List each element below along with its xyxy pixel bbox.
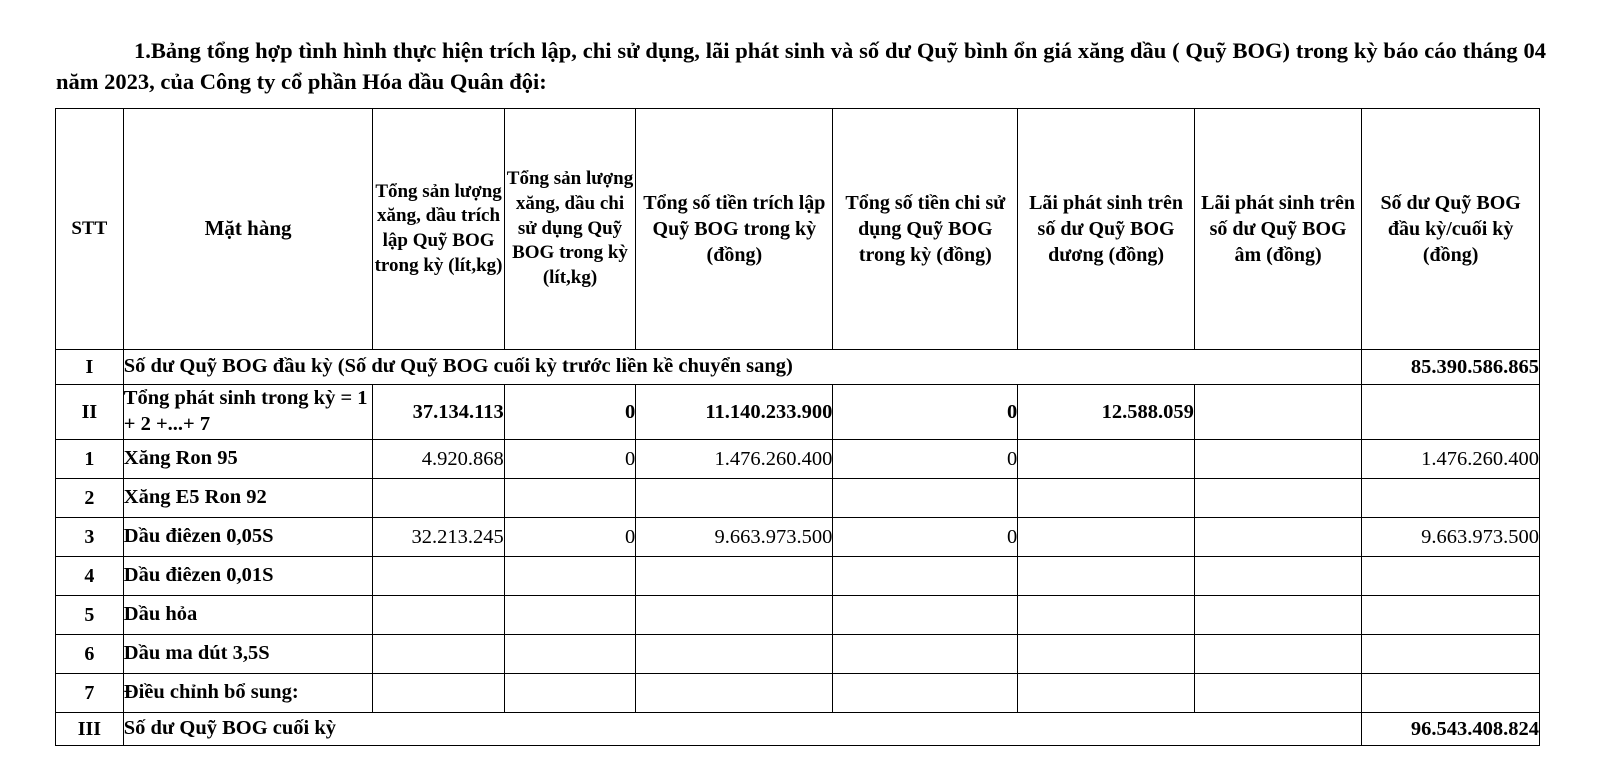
cell-volume-used [504, 596, 635, 635]
cell-volume-used [504, 479, 635, 518]
row-label-period-total: Tổng phát sinh trong kỳ = 1 + 2 +...+ 7 [123, 385, 373, 440]
cell-volume-used: 0 [504, 385, 635, 440]
row-stt: II [56, 385, 124, 440]
table-row [56, 350, 1540, 385]
row-stt: 7 [56, 674, 124, 713]
cell-balance [1362, 674, 1540, 713]
table-row [56, 635, 1540, 674]
cell-volume-setaside [373, 674, 504, 713]
table-header [56, 109, 1540, 350]
cell-amount-used [833, 635, 1018, 674]
cell-balance [1362, 557, 1540, 596]
cell-interest-negative [1194, 385, 1361, 440]
cell-amount-used [833, 596, 1018, 635]
table-row [56, 596, 1540, 635]
cell-balance [1362, 479, 1540, 518]
cell-interest-negative [1194, 518, 1361, 557]
column-header-volume-setaside: Tổng sản lượng xăng, dầu trích lập Quỹ BOG trong kỳ (lít,kg) [373, 109, 504, 350]
cell-amount-used: 0 [833, 440, 1018, 479]
row-label-product: Dầu điêzen 0,05S [123, 518, 373, 557]
column-header-volume-used: Tổng sản lượng xăng, dầu chi sử dụng Quỹ BOG trong kỳ (lít,kg) [504, 109, 635, 350]
cell-volume-setaside [373, 596, 504, 635]
cell-amount-setaside: 11.140.233.900 [636, 385, 833, 440]
cell-balance [1362, 385, 1540, 440]
cell-amount-setaside [636, 557, 833, 596]
cell-volume-used: 0 [504, 518, 635, 557]
cell-interest-negative [1194, 440, 1361, 479]
row-label-adjustment: Điều chỉnh bổ sung: [123, 674, 373, 713]
row-stt: III [56, 713, 124, 746]
table-row [56, 479, 1540, 518]
column-header-interest-positive: Lãi phát sinh trên số dư Quỹ BOG dương (đồng) [1018, 109, 1195, 350]
column-header-amount-used: Tổng số tiền chi sử dụng Quỹ BOG trong kỳ (đồng) [833, 109, 1018, 350]
intro-number: 1. [134, 37, 151, 63]
row-stt: 1 [56, 440, 124, 479]
row-label-product: Dầu hỏa [123, 596, 373, 635]
table-row [56, 440, 1540, 479]
cell-interest-positive [1018, 557, 1195, 596]
cell-interest-negative [1194, 674, 1361, 713]
row-stt: 3 [56, 518, 124, 557]
cell-volume-setaside [373, 635, 504, 674]
table-row [56, 557, 1540, 596]
cell-balance: 1.476.260.400 [1362, 440, 1540, 479]
cell-volume-setaside [373, 557, 504, 596]
cell-amount-used [833, 674, 1018, 713]
cell-interest-positive [1018, 635, 1195, 674]
cell-volume-used [504, 674, 635, 713]
cell-amount-used [833, 479, 1018, 518]
table-row [56, 713, 1540, 746]
row-label-product: Dầu ma dút 3,5S [123, 635, 373, 674]
cell-interest-positive [1018, 518, 1195, 557]
row-label-opening-balance: Số dư Quỹ BOG đầu kỳ (Số dư Quỹ BOG cuối kỳ trước liền kề chuyển sang) [123, 350, 1362, 385]
cell-volume-setaside: 32.213.245 [373, 518, 504, 557]
column-header-product: Mặt hàng [123, 109, 373, 350]
cell-interest-positive [1018, 440, 1195, 479]
cell-interest-negative [1194, 635, 1361, 674]
table-row [56, 518, 1540, 557]
row-stt: 6 [56, 635, 124, 674]
cell-interest-negative [1194, 596, 1361, 635]
cell-balance [1362, 596, 1540, 635]
cell-interest-negative [1194, 479, 1361, 518]
row-stt: 4 [56, 557, 124, 596]
intro-text: Bảng tổng hợp tình hình thực hiện trích lập, chi sử dụng, lãi phát sinh và số dư Quỹ bình ổn giá xăng dầu ( Quỹ BOG) trong kỳ báo cáo tháng 04 năm 2023, của Công ty cổ phần Hóa dầu Quân đội: [56, 37, 1546, 95]
row-label-product: Xăng Ron 95 [123, 440, 373, 479]
cell-volume-used [504, 557, 635, 596]
cell-volume-setaside [373, 479, 504, 518]
bog-summary-table [55, 108, 1540, 746]
row-label-product: Dầu điêzen 0,01S [123, 557, 373, 596]
cell-volume-used [504, 635, 635, 674]
row-label-product: Xăng E5 Ron 92 [123, 479, 373, 518]
row-stt: I [56, 350, 124, 385]
cell-interest-positive [1018, 596, 1195, 635]
column-header-balance: Số dư Quỹ BOG đầu kỳ/cuối kỳ (đồng) [1362, 109, 1540, 350]
cell-amount-used: 0 [833, 385, 1018, 440]
table-row [56, 385, 1540, 440]
cell-amount-setaside: 1.476.260.400 [636, 440, 833, 479]
header-row [56, 109, 1540, 350]
cell-volume-setaside: 4.920.868 [373, 440, 504, 479]
cell-amount-used [833, 557, 1018, 596]
cell-volume-used: 0 [504, 440, 635, 479]
cell-amount-setaside [636, 479, 833, 518]
page-title [56, 35, 1546, 99]
cell-balance [1362, 635, 1540, 674]
cell-amount-used: 0 [833, 518, 1018, 557]
cell-interest-negative [1194, 557, 1361, 596]
cell-amount-setaside [636, 674, 833, 713]
cell-volume-setaside: 37.134.113 [373, 385, 504, 440]
cell-closing-balance: 96.543.408.824 [1362, 713, 1540, 746]
cell-amount-setaside [636, 596, 833, 635]
cell-interest-positive [1018, 674, 1195, 713]
row-stt: 2 [56, 479, 124, 518]
cell-opening-balance: 85.390.586.865 [1362, 350, 1540, 385]
column-header-amount-setaside: Tổng số tiền trích lập Quỹ BOG trong kỳ (đồng) [636, 109, 833, 350]
table-body [56, 350, 1540, 746]
cell-amount-setaside [636, 635, 833, 674]
cell-balance: 9.663.973.500 [1362, 518, 1540, 557]
row-stt: 5 [56, 596, 124, 635]
column-header-interest-negative: Lãi phát sinh trên số dư Quỹ BOG âm (đồng) [1194, 109, 1361, 350]
row-label-closing-balance: Số dư Quỹ BOG cuối kỳ [123, 713, 1362, 746]
cell-amount-setaside: 9.663.973.500 [636, 518, 833, 557]
column-header-stt: STT [56, 109, 124, 350]
table-row [56, 674, 1540, 713]
cell-interest-positive: 12.588.059 [1018, 385, 1195, 440]
cell-interest-positive [1018, 479, 1195, 518]
